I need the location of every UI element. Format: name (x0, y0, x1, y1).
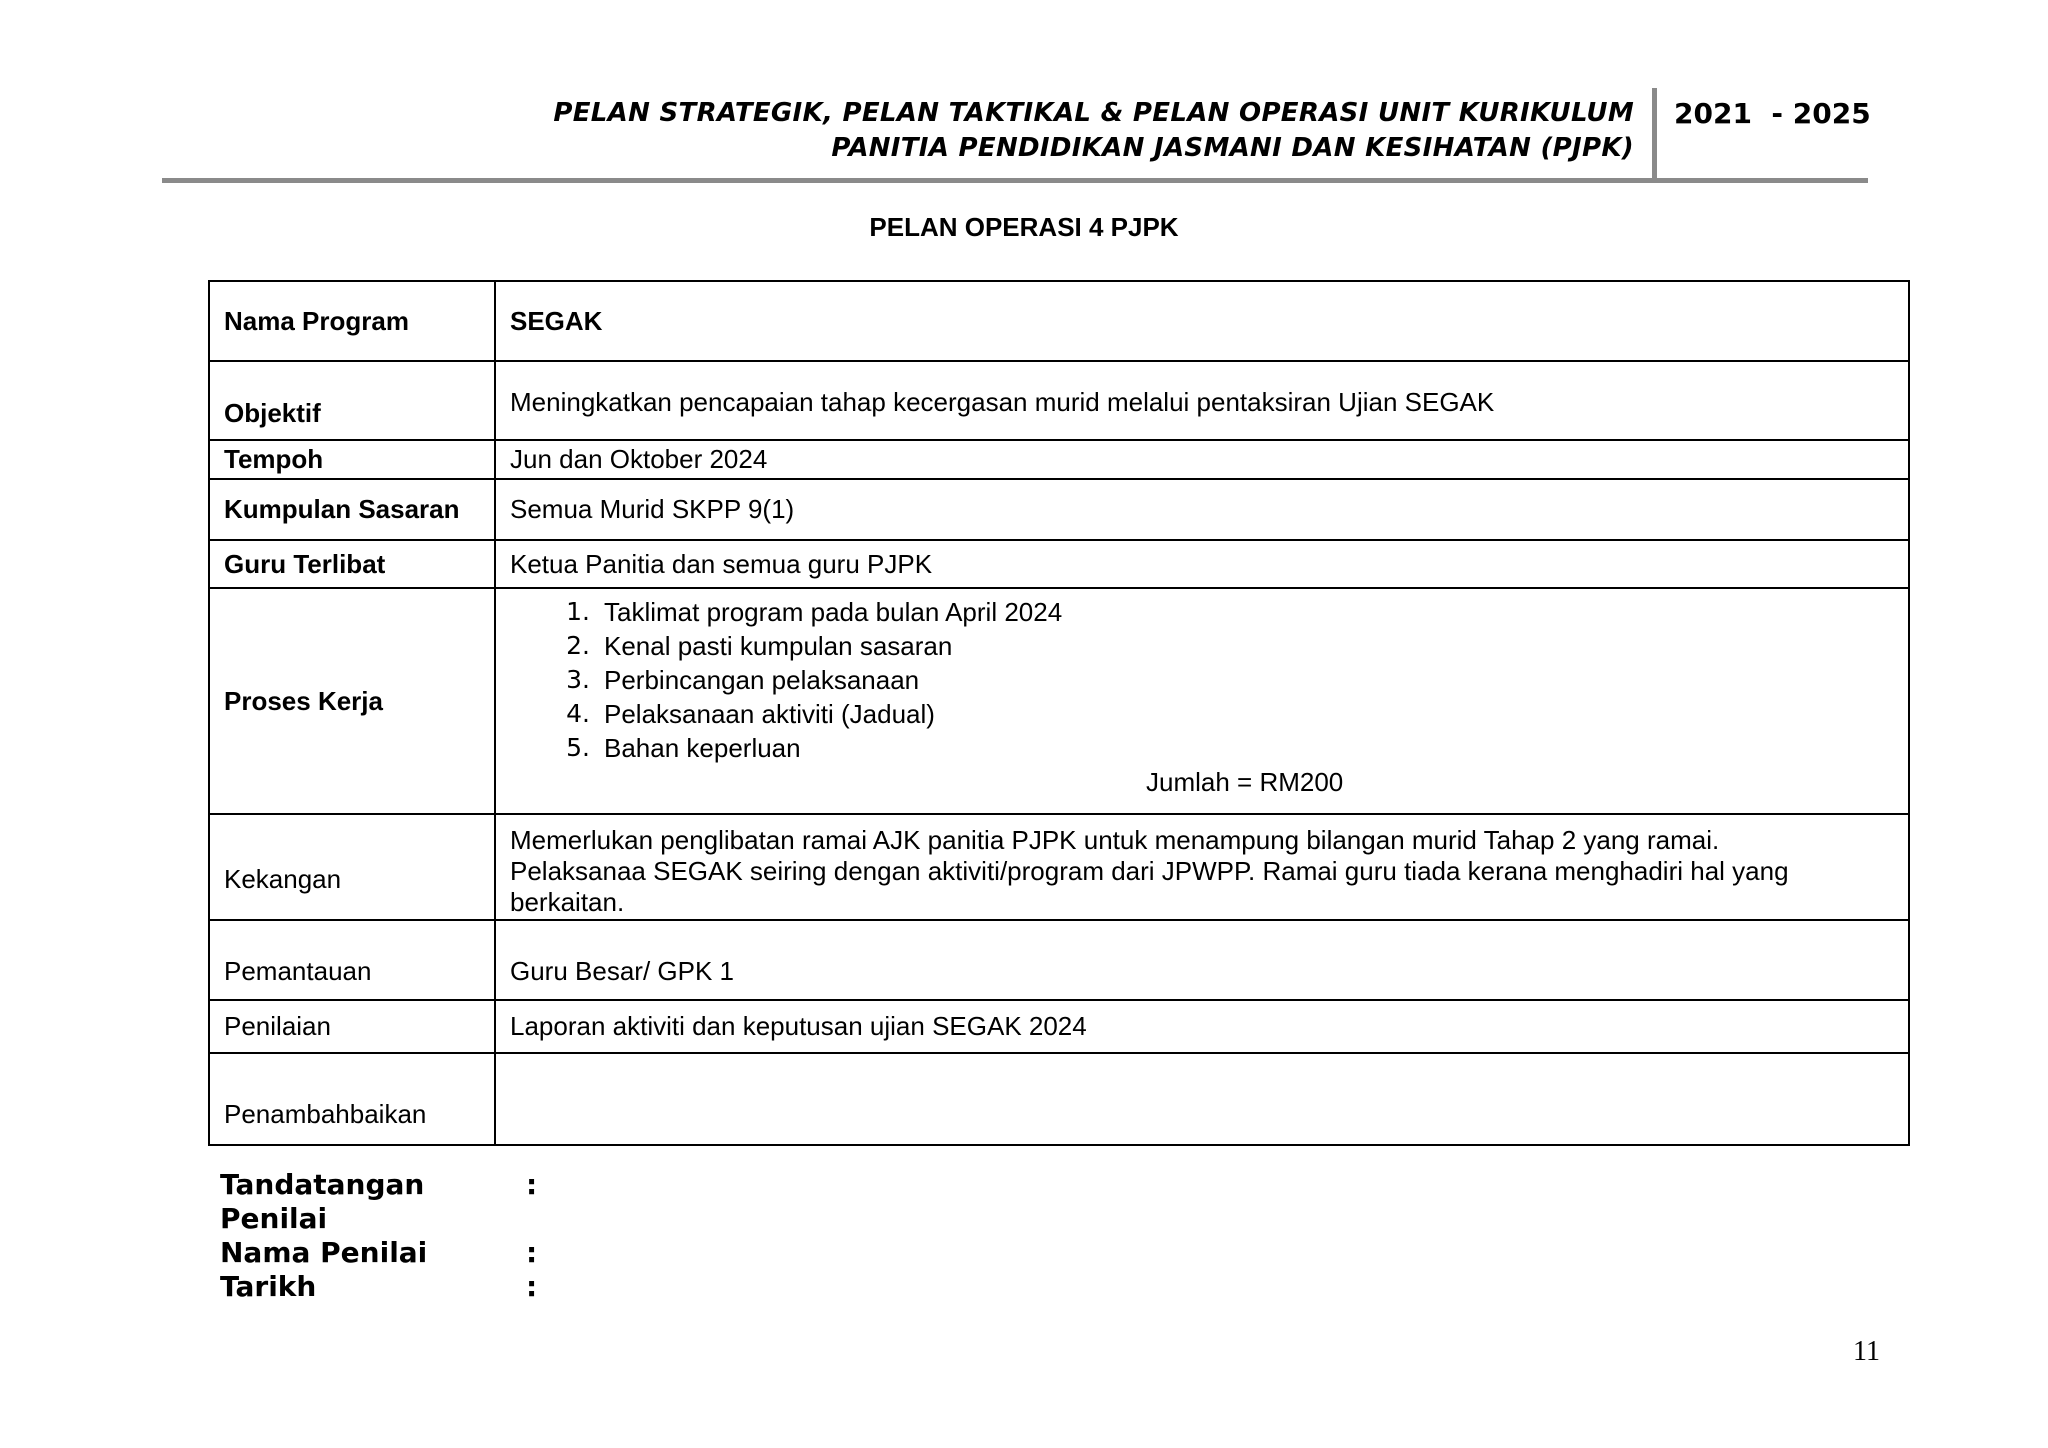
proses-list (510, 589, 1894, 765)
row-nama-program (209, 281, 1909, 361)
label-objektif: Objektif (209, 361, 495, 440)
row-pemantauan (209, 920, 1909, 1000)
operation-plan-table (208, 280, 1910, 1146)
value-kumpulan-sasaran: Semua Murid SKPP 9(1) (495, 479, 1909, 540)
signature-label-nama: Nama Penilai (220, 1236, 428, 1269)
label-guru-terlibat: Guru Terlibat (209, 540, 495, 588)
list-item (510, 595, 1894, 629)
row-objektif (209, 361, 1909, 440)
row-kumpulan-sasaran (209, 479, 1909, 540)
value-objektif: Meningkatkan pencapaian tahap kecergasan murid melalui pentaksiran Ujian SEGAK (495, 361, 1909, 440)
page-title: PELAN OPERASI 4 PJPK (869, 212, 1179, 242)
value-proses-kerja (495, 588, 1909, 814)
value-nama-program: SEGAK (495, 281, 1909, 361)
list-item-number: 1. (566, 597, 590, 626)
list-item-text: Pelaksanaan aktiviti (Jadual) (604, 699, 935, 729)
header-divider (1652, 88, 1657, 178)
signature-colon: : (526, 1168, 538, 1201)
label-pemantauan: Pemantauan (209, 920, 495, 1000)
list-item-text: Bahan keperluan (604, 733, 801, 763)
jumlah-total: Jumlah = RM200 (1146, 767, 1344, 797)
signature-block (220, 1168, 537, 1304)
label-tempoh: Tempoh (209, 440, 495, 479)
label-nama-program: Nama Program (209, 281, 495, 361)
list-item-text: Taklimat program pada bulan April 2024 (604, 597, 1063, 627)
page-number: 11 (1853, 1336, 1880, 1367)
signature-row-tandatangan (220, 1168, 537, 1236)
row-proses-kerja (209, 588, 1909, 814)
label-kumpulan-sasaran: Kumpulan Sasaran (209, 479, 495, 540)
list-item-number: 2. (566, 631, 590, 660)
document-header (162, 88, 1871, 183)
header-title-line2: PANITIA PENDIDIKAN JASMANI DAN KESIHATAN (PJPK) (831, 133, 1634, 163)
list-item (510, 697, 1894, 731)
header-titles (553, 96, 1634, 166)
value-kekangan (495, 814, 1909, 920)
list-item (510, 731, 1894, 765)
label-kekangan: Kekangan (209, 814, 495, 920)
signature-row-nama (220, 1236, 537, 1270)
row-guru-terlibat (209, 540, 1909, 588)
list-item-text: Kenal pasti kumpulan sasaran (604, 631, 953, 661)
signature-colon: : (526, 1270, 538, 1303)
row-tempoh (209, 440, 1909, 479)
value-pemantauan: Guru Besar/ GPK 1 (495, 920, 1909, 1000)
list-item-number: 5. (566, 733, 590, 762)
list-item-number: 4. (566, 699, 590, 728)
list-item (510, 629, 1894, 663)
row-penilaian (209, 1000, 1909, 1053)
list-item-text: Perbincangan pelaksanaan (604, 665, 920, 695)
signature-label-tandatangan: Tandatangan Penilai (220, 1168, 425, 1235)
list-item-number: 3. (566, 665, 590, 694)
label-penilaian: Penilaian (209, 1000, 495, 1053)
signature-label-tarikh: Tarikh (220, 1270, 317, 1303)
list-item (510, 663, 1894, 697)
header-title-line1: PELAN STRATEGIK, PELAN TAKTIKAL & PELAN OPERASI UNIT KURIKULUM (553, 98, 1634, 128)
label-proses-kerja: Proses Kerja (209, 588, 495, 814)
kekangan-line2: Pelaksanaa SEGAK seiring dengan aktiviti/program dari JPWPP. Ramai guru tiada kerana menghadiri hal yang berkaitan. (510, 856, 1789, 917)
kekangan-line1: Memerlukan penglibatan ramai AJK panitia PJPK untuk menampung bilangan murid Tahap 2 yang ramai. (510, 825, 1720, 855)
row-kekangan (209, 814, 1909, 920)
value-guru-terlibat: Ketua Panitia dan semua guru PJPK (495, 540, 1909, 588)
label-penambahbaikan: Penambahbaikan (209, 1053, 495, 1145)
header-years: 2021 - 2025 (1674, 97, 1871, 130)
signature-row-tarikh (220, 1270, 537, 1304)
row-penambahbaikan (209, 1053, 1909, 1145)
signature-colon: : (526, 1236, 538, 1269)
value-penilaian: Laporan aktiviti dan keputusan ujian SEGAK 2024 (495, 1000, 1909, 1053)
value-penambahbaikan (495, 1053, 1909, 1145)
value-tempoh: Jun dan Oktober 2024 (495, 440, 1909, 479)
